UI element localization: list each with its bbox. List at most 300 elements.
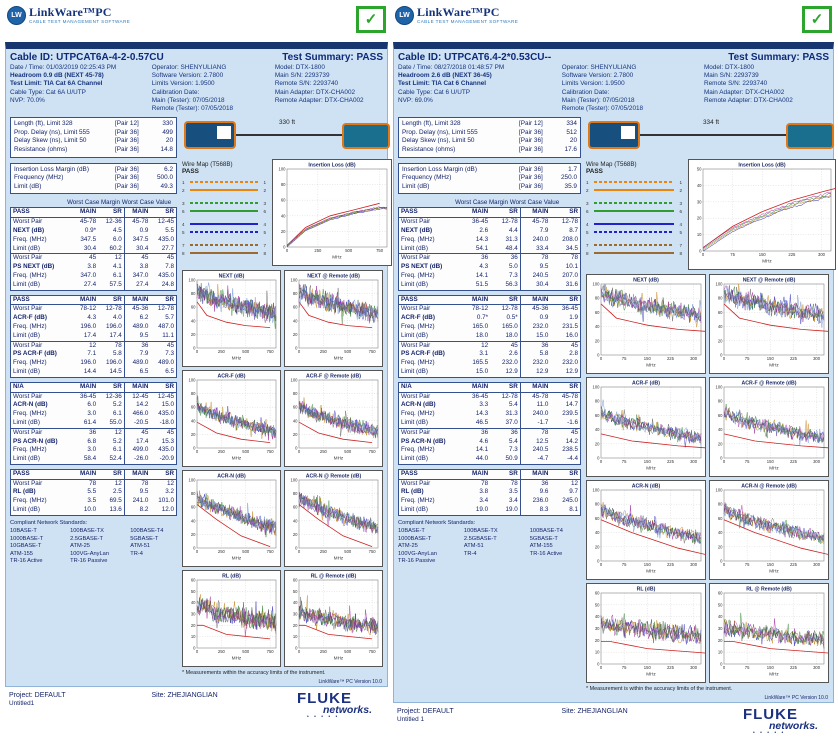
chart-acr-f-db- [182, 370, 281, 467]
insertion-loss-chart [272, 159, 392, 266]
table-row: Limit (dB) 51.5 56.3 30.4 31.6 [399, 281, 581, 290]
summary-row: Length (ft), Limit 328 [Pair 12] 334 [402, 120, 577, 128]
svg-text:80: 80 [717, 398, 723, 404]
svg-text:40: 40 [292, 600, 298, 606]
svg-text:RL (dB): RL (dB) [222, 573, 241, 580]
table-row: Limit (dB) 61.4 55.0 -20.5 -18.0 [11, 419, 177, 428]
chart-svg [285, 271, 382, 361]
info-line: Model: DTX-1800 [703, 64, 755, 71]
standard-item: 2.5GBASE-T [463, 535, 497, 542]
fluke-networks-logo: FLUKE networks. • • • • • [296, 690, 372, 721]
chart-svg [710, 584, 828, 677]
wiremap-row: 8 8 [586, 250, 682, 256]
summary-row: Resistance (ohms) [Pair 36] 17.6 [402, 146, 577, 153]
standard-item: ATM-25 [70, 543, 90, 550]
svg-text:300: 300 [813, 665, 821, 671]
table-row: Freq. (MHz) 165.5 232.0 232.0 232.0 [401, 359, 578, 367]
svg-text:MHz: MHz [332, 254, 342, 260]
svg-text:MHz: MHz [333, 555, 344, 561]
table-row: Freq. (MHz) 14.3 31.3 240.0 208.0 [401, 235, 578, 243]
info-line: Test Limit: TIA Cat 6 Channel [398, 80, 487, 88]
svg-text:100: 100 [715, 487, 723, 493]
svg-text:20: 20 [292, 532, 298, 538]
test-summary: Test Summary: PASS [728, 52, 829, 63]
info-line: Remote (Tester): 07/05/2018 [561, 105, 644, 113]
info-column-2 [152, 64, 275, 113]
svg-text:60: 60 [594, 310, 600, 316]
svg-text:50: 50 [190, 589, 196, 595]
svg-text:20: 20 [190, 623, 196, 629]
svg-text:60: 60 [292, 577, 298, 583]
wire-line [190, 202, 258, 204]
wire-map-title: Wire Map (T568B) [182, 161, 233, 169]
svg-text:20: 20 [292, 623, 298, 629]
svg-text:100: 100 [715, 384, 723, 390]
svg-text:0: 0 [720, 661, 723, 667]
standard-item: 1000BASE-T [10, 535, 44, 542]
standard-item: 2.5GBASE-T [70, 535, 103, 542]
summary-row: Insertion Loss Margin (dB) [Pair 36] 1.7 [402, 165, 577, 173]
table-row: NEXT (dB) 2.6 4.4 7.9 8.7 [401, 226, 578, 234]
svg-text:300: 300 [813, 356, 821, 362]
chart-svg [689, 160, 835, 264]
info-column-1 [398, 64, 562, 113]
chart-svg [710, 275, 828, 368]
svg-text:750: 750 [368, 449, 376, 455]
summary-row: Delay Skew (ns), Limit 50 [Pair 36] 20 [402, 137, 577, 145]
svg-text:60: 60 [594, 590, 600, 596]
tester-diagram [586, 117, 836, 157]
fluke-networks-logo: FLUKE networks. • • • • • [742, 706, 818, 737]
table-row: ACR-F (dB) 0.7* 0.5* 0.9 1.9 [401, 314, 578, 322]
svg-text:40: 40 [717, 530, 723, 536]
wire-line [190, 210, 258, 212]
test-report [5, 4, 388, 719]
svg-text:100: 100 [290, 477, 298, 483]
svg-text:20: 20 [594, 544, 600, 550]
table-row: Freq. (MHz) 196.0 196.0 489.0 489.0 [13, 359, 174, 367]
svg-text:100: 100 [188, 377, 196, 383]
standard-item: 100VG-AnyLan [70, 550, 109, 557]
info-line: Remote Adapter: DTX-CHA002 [703, 96, 793, 104]
table-row: Limit (dB) 14.4 14.5 6.5 6.5 [11, 368, 177, 377]
svg-text:0: 0 [722, 562, 726, 568]
summary-row: Insertion Loss Margin (dB) [Pair 36] 6.2 [14, 165, 173, 173]
info-line: Calibration Date: [561, 88, 610, 96]
info-line: Remote (Tester): 07/05/2018 [151, 105, 234, 113]
compliant-standards [398, 520, 581, 565]
result-table-header: N/A MAIN SR MAIN SR [399, 382, 581, 392]
insertion-loss-margin-box [398, 163, 581, 195]
wiremap-row: 7 7 [182, 242, 266, 248]
linkware-logo-icon [395, 6, 414, 25]
result-table [10, 469, 177, 516]
svg-text:20: 20 [717, 441, 723, 447]
info-line: Main S/N: 2293739 [703, 72, 759, 80]
svg-text:20: 20 [190, 332, 196, 338]
worst-case-header: Worst Case Margin Worst Case Value [67, 199, 172, 207]
svg-text:MHz: MHz [769, 465, 779, 471]
svg-text:80: 80 [594, 398, 600, 404]
svg-text:300: 300 [690, 459, 698, 465]
svg-text:40: 40 [717, 427, 723, 433]
info-column-1 [10, 64, 152, 113]
svg-text:MHz: MHz [769, 568, 779, 574]
svg-text:75: 75 [621, 459, 627, 465]
table-row: Limit (dB) 54.1 48.4 33.4 34.5 [399, 245, 581, 254]
svg-text:500: 500 [345, 248, 353, 254]
table-row: Limit (dB) 10.0 13.6 8.2 12.0 [11, 506, 177, 515]
svg-text:750: 750 [266, 649, 274, 655]
svg-text:60: 60 [190, 404, 196, 410]
info-line: Model: DTX-1800 [274, 64, 325, 71]
svg-text:300: 300 [690, 562, 698, 568]
svg-text:225: 225 [789, 665, 797, 671]
table-row: Worst Pair 36-45 12-78 45-78 45-78 [401, 392, 578, 400]
svg-text:750: 750 [368, 549, 376, 555]
svg-text:500: 500 [344, 549, 352, 555]
svg-text:0: 0 [699, 248, 702, 254]
standard-item: ATM-51 [130, 543, 151, 550]
wire-line [594, 181, 674, 183]
table-row: ACR-F (dB) 4.3 4.0 6.2 5.7 [13, 314, 174, 322]
linkware-logo [395, 6, 518, 25]
svg-text:NEXT @ Remote (dB): NEXT @ Remote (dB) [742, 277, 796, 284]
svg-text:80: 80 [717, 295, 723, 301]
svg-text:750: 750 [368, 649, 376, 655]
svg-text:0: 0 [722, 665, 726, 671]
svg-text:250: 250 [217, 549, 225, 555]
svg-text:0: 0 [720, 352, 723, 358]
standard-item: ATM-155 [529, 543, 553, 550]
chart-svg [183, 371, 280, 461]
svg-text:20: 20 [594, 441, 600, 447]
svg-text:40: 40 [190, 318, 196, 324]
chart-acr-n-db- [586, 480, 706, 580]
svg-text:0: 0 [295, 445, 298, 451]
svg-text:60: 60 [594, 413, 600, 419]
report-page [393, 42, 834, 703]
svg-text:ACR-N @ Remote (dB): ACR-N @ Remote (dB) [305, 473, 362, 480]
standard-item: ATM-51 [463, 543, 484, 550]
cable-length-label: 330 ft [279, 119, 295, 127]
chart-svg [183, 571, 280, 661]
svg-text:30: 30 [292, 611, 298, 617]
svg-text:ACR-F @ Remote (dB): ACR-F @ Remote (dB) [741, 380, 797, 387]
svg-text:NEXT (dB): NEXT (dB) [218, 273, 245, 280]
table-row: Limit (dB) 46.5 37.0 -1.7 -1.6 [399, 419, 581, 428]
svg-text:100: 100 [592, 487, 600, 493]
svg-text:250: 250 [319, 549, 327, 555]
svg-text:40: 40 [717, 614, 723, 620]
table-row: Freq. (MHz) 3.0 6.1 499.0 435.0 [13, 446, 174, 454]
length-summary-box [10, 117, 177, 157]
svg-text:40: 40 [292, 318, 298, 324]
wire-map [182, 159, 266, 266]
svg-text:250: 250 [319, 649, 327, 655]
wiremap-row: 8 8 [182, 250, 266, 256]
svg-text:0: 0 [599, 356, 603, 362]
accuracy-note: * Measurements within the accuracy limits of the instrument. [182, 670, 326, 677]
wiremap-row: 2 2 [182, 187, 266, 193]
wire-line [594, 231, 674, 233]
summary-row: Limit (dB) [Pair 36] 35.9 [402, 182, 577, 190]
chart-next-db- [182, 270, 281, 367]
svg-text:MHz: MHz [646, 568, 656, 574]
wire-map-status: PASS [182, 168, 199, 176]
table-row: Worst Pair 78-12 12-78 45-36 12-78 [13, 305, 174, 313]
svg-text:10: 10 [717, 649, 723, 655]
wiremap-row: 6 6 [182, 208, 266, 214]
charts-column [182, 117, 392, 676]
result-table-header: N/A MAIN SR MAIN SR [11, 382, 177, 392]
standard-item: 100VG-AnyLan [398, 550, 437, 557]
svg-text:20: 20 [594, 338, 600, 344]
svg-text:80: 80 [292, 391, 298, 397]
svg-text:40: 40 [292, 518, 298, 524]
svg-text:80: 80 [190, 491, 196, 497]
table-row: Limit (dB) 18.0 18.0 15.0 16.0 [399, 332, 581, 341]
svg-text:500: 500 [344, 349, 352, 355]
table-row: Freq. (MHz) 196.0 196.0 489.0 487.0 [13, 322, 174, 330]
svg-text:750: 750 [266, 449, 274, 455]
info-line: Limits Version: 1.9500 [151, 80, 215, 88]
table-row: Worst Pair 78 78 36 12 [401, 479, 578, 487]
chart-rl-remote-db- [284, 570, 383, 667]
table-row: Freq. (MHz) 3.4 3.4 236.0 245.0 [401, 497, 578, 505]
info-line: Cable Type: Cat 6A U/UTP [10, 88, 86, 96]
svg-text:MHz: MHz [646, 671, 656, 677]
svg-text:MHz: MHz [769, 671, 779, 677]
svg-text:150: 150 [643, 665, 651, 671]
tester-diagram [182, 117, 392, 157]
standard-item [130, 558, 177, 565]
pass-checkmark-icon: ✓ [802, 6, 832, 33]
measurement-charts-grid [182, 270, 392, 667]
chart-acr-f-remote-db- [709, 377, 829, 477]
chart-svg [273, 160, 391, 260]
info-line: Main Adapter: DTX-CHA002 [274, 88, 356, 96]
svg-text:0: 0 [722, 459, 726, 465]
charts-column [586, 117, 836, 692]
svg-text:60: 60 [717, 590, 723, 596]
standard-item: 5GBASE-T [529, 535, 558, 542]
svg-text:60: 60 [292, 304, 298, 310]
summary-row: Prop. Delay (ns), Limit 555 [Pair 36] 499 [14, 128, 173, 136]
svg-text:0: 0 [195, 349, 199, 355]
svg-text:75: 75 [621, 562, 627, 568]
svg-text:500: 500 [242, 649, 250, 655]
wire-line [190, 223, 258, 225]
info-line: Calibration Date: [151, 88, 200, 96]
svg-text:0: 0 [195, 649, 199, 655]
svg-text:80: 80 [190, 291, 196, 297]
table-row: Freq. (MHz) 3.0 6.1 466.0 435.0 [13, 410, 174, 418]
project-label: Project: DEFAULT [397, 708, 454, 716]
svg-text:MHz: MHz [769, 362, 779, 368]
table-row: RL (dB) 5.5 2.5 9.5 3.2 [13, 488, 174, 496]
svg-text:40: 40 [717, 324, 723, 330]
info-line: Main (Tester): 07/05/2018 [561, 96, 635, 104]
svg-text:20: 20 [190, 532, 196, 538]
svg-text:60: 60 [292, 404, 298, 410]
svg-text:RL (dB): RL (dB) [636, 586, 656, 593]
standard-item: 1000BASE-T [398, 535, 432, 542]
standard-item: TR-16 Passive [70, 557, 108, 564]
svg-text:80: 80 [190, 391, 196, 397]
cable-id: Cable ID: UTPCAT6A-4-2-0.57CU [10, 52, 164, 63]
svg-text:40: 40 [594, 530, 600, 536]
svg-text:150: 150 [766, 562, 774, 568]
svg-text:MHz: MHz [333, 655, 344, 661]
svg-text:150: 150 [643, 562, 651, 568]
svg-text:100: 100 [278, 166, 286, 172]
svg-text:250: 250 [319, 449, 327, 455]
svg-text:0: 0 [195, 449, 199, 455]
standards-title: Compliant Network Standards: [398, 519, 476, 526]
svg-text:225: 225 [666, 562, 674, 568]
svg-text:100: 100 [290, 277, 298, 283]
wiremap-row: 2 2 [586, 187, 682, 193]
wire-line [190, 181, 258, 183]
svg-text:0: 0 [195, 549, 199, 555]
standard-item: TR-16 Active [529, 550, 563, 557]
svg-text:0: 0 [597, 558, 600, 564]
chart-next-db- [586, 274, 706, 374]
table-row: Limit (dB) 30.4 60.2 30.4 27.7 [11, 245, 177, 254]
table-row: NEXT (dB) 0.9* 4.5 0.9 5.5 [13, 226, 174, 234]
table-row: Limit (dB) 17.4 17.4 9.5 11.1 [11, 332, 177, 341]
chart-next-remote-db- [284, 270, 383, 367]
svg-text:150: 150 [643, 459, 651, 465]
info-line: Remote Adapter: DTX-CHA002 [274, 96, 364, 104]
svg-text:NEXT (dB): NEXT (dB) [633, 277, 659, 284]
chart-svg [587, 481, 705, 574]
result-table-header: PASS MAIN SR MAIN SR [11, 208, 177, 218]
project-label: Project: DEFAULT [9, 692, 66, 700]
info-line: Remote S/N: 2293740 [274, 80, 339, 88]
standard-item: TR-4 [463, 550, 477, 557]
table-row: PS ACR-N (dB) 4.6 5.4 12.5 14.2 [401, 437, 578, 445]
summary-row: Limit (dB) [Pair 36] 49.3 [14, 182, 173, 190]
info-line: Operator: SHENYULIANG [561, 64, 637, 71]
main-tester-icon [588, 121, 640, 149]
report-footer [5, 687, 388, 719]
svg-text:0: 0 [599, 562, 603, 568]
standard-item: 10GBASE-T [10, 543, 42, 550]
svg-text:MHz: MHz [231, 355, 242, 361]
svg-text:60: 60 [190, 504, 196, 510]
svg-text:0: 0 [285, 248, 289, 254]
wiremap-row: 7 7 [586, 242, 682, 248]
table-row: ACR-N (dB) 6.0 5.2 14.2 15.0 [13, 401, 174, 409]
svg-text:10: 10 [594, 649, 600, 655]
svg-text:30: 30 [717, 626, 723, 632]
site-label: Site: ZHEJIANGLIAN [561, 708, 628, 716]
result-table-header: PASS MAIN SR MAIN SR [11, 295, 177, 305]
linkware-logo-icon [7, 6, 26, 25]
info-line: Cable Type: Cat 6 U/UTP [398, 88, 470, 96]
wiremap-row: 3 3 [182, 200, 266, 206]
info-line: Limits Version: 1.9500 [561, 80, 625, 88]
svg-text:20: 20 [594, 638, 600, 644]
svg-text:0: 0 [720, 455, 723, 461]
svg-text:40: 40 [696, 183, 702, 189]
chart-acr-n-db- [182, 470, 281, 567]
result-table-header: PASS MAIN SR MAIN SR [11, 469, 177, 479]
svg-text:150: 150 [766, 665, 774, 671]
test-summary: Test Summary: PASS [282, 52, 383, 63]
svg-text:40: 40 [594, 324, 600, 330]
svg-text:225: 225 [666, 356, 674, 362]
svg-text:MHz: MHz [231, 455, 242, 461]
svg-text:250: 250 [217, 349, 225, 355]
chart-acr-n-remote-db- [284, 470, 383, 567]
svg-text:30: 30 [190, 611, 196, 617]
wire-line [190, 244, 258, 246]
svg-text:0: 0 [599, 459, 603, 465]
chart-svg [710, 378, 828, 471]
table-row: Limit (dB) 19.0 19.0 8.3 8.1 [399, 506, 581, 515]
remote-tester-icon [342, 123, 390, 149]
info-line: Headroom 0.9 dB (NEXT 45-78) [10, 72, 104, 80]
svg-text:0: 0 [295, 545, 298, 551]
wire-line [594, 223, 674, 225]
standard-item: 5GBASE-T [130, 535, 159, 542]
standard-item: TR-4 [130, 550, 143, 557]
svg-text:300: 300 [690, 356, 698, 362]
wire-line [594, 244, 674, 246]
svg-text:60: 60 [594, 516, 600, 522]
svg-text:ACR-F (dB): ACR-F (dB) [217, 373, 246, 380]
svg-text:75: 75 [621, 356, 627, 362]
table-row: ACR-N (dB) 3.3 5.4 11.0 14.7 [401, 401, 578, 409]
chart-rl-db- [586, 583, 706, 683]
wiremap-row: 5 5 [182, 229, 266, 235]
info-line: Headroom 2.6 dB (NEXT 36-45) [398, 72, 492, 80]
info-line: Main (Tester): 07/05/2018 [151, 96, 225, 104]
summary-row: Prop. Delay (ns), Limit 555 [Pair 36] 512 [402, 128, 577, 136]
svg-text:40: 40 [190, 600, 196, 606]
svg-text:0: 0 [193, 545, 196, 551]
svg-text:300: 300 [813, 562, 821, 568]
report-footer [393, 703, 834, 735]
svg-text:100: 100 [715, 281, 723, 287]
table-row: Worst Pair 36-45 12-78 45-78 12-78 [401, 218, 578, 226]
standard-item [464, 558, 530, 565]
length-summary-box [398, 117, 581, 157]
svg-text:20: 20 [190, 432, 196, 438]
svg-text:75: 75 [744, 562, 750, 568]
wiremap-row: 3 3 [586, 200, 682, 206]
result-table [398, 382, 581, 465]
wire-line [594, 189, 674, 191]
svg-text:50: 50 [594, 602, 600, 608]
chart-acr-f-db- [586, 377, 706, 477]
wire-line [594, 210, 674, 212]
svg-text:10: 10 [292, 634, 298, 640]
result-table [398, 207, 581, 290]
svg-text:Insertion Loss (dB): Insertion Loss (dB) [738, 162, 786, 169]
svg-text:ACR-N @ Remote (dB): ACR-N @ Remote (dB) [741, 483, 797, 490]
wire-map-status: PASS [586, 168, 603, 176]
svg-text:100: 100 [188, 277, 196, 283]
table-row: Worst Pair 45 12 45 45 [11, 254, 177, 263]
report-header-strip [5, 4, 388, 42]
svg-text:20: 20 [717, 338, 723, 344]
svg-text:0: 0 [597, 455, 600, 461]
info-line: Remote S/N: 2293740 [703, 80, 768, 88]
